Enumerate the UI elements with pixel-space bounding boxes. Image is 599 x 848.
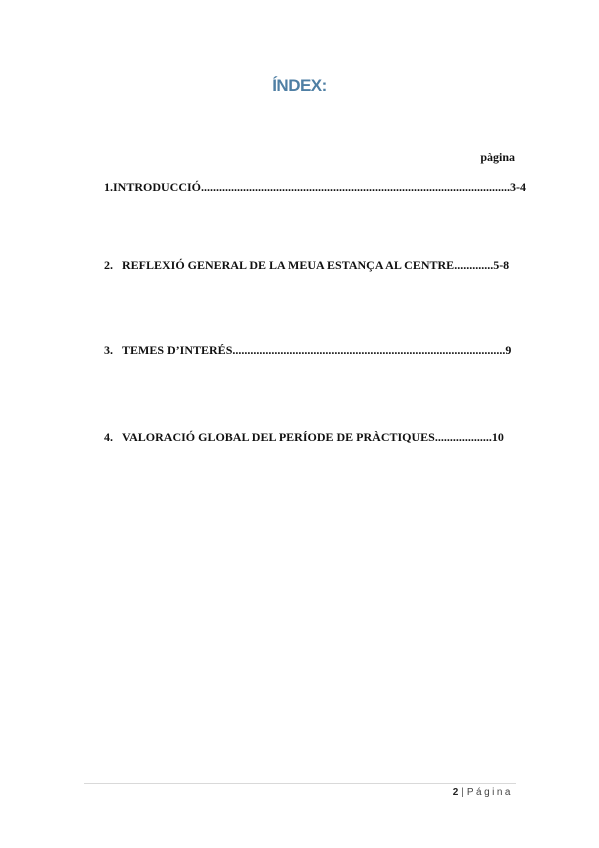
toc-entry-label: VALORACIÓ GLOBAL DEL PERÍODE DE PRÀCTIQUES: [122, 430, 435, 444]
toc-entry-page: 5-8: [493, 258, 510, 272]
toc-entry-page: 9: [505, 343, 512, 357]
footer-page-word: Página: [466, 787, 513, 798]
toc-entry-leader: .......................................................................................................: [201, 180, 511, 194]
toc-entry-label: INTRODUCCIÓ: [113, 180, 202, 194]
page-footer: [453, 787, 513, 798]
toc-entry-page: 10: [491, 430, 504, 444]
toc-entry-label: REFLEXIÓ GENERAL DE LA MEUA ESTANÇA AL CENTRE: [122, 258, 455, 272]
toc-entry-3: [104, 343, 524, 358]
toc-entry-number: 2.: [104, 258, 113, 272]
footer-separator: |: [461, 787, 464, 798]
toc-entry-number: 1.: [104, 180, 113, 194]
toc-entry-2: [104, 258, 524, 273]
toc-entry-number: 3.: [104, 343, 113, 357]
toc-entry-leader: .............: [454, 258, 494, 272]
toc-entry-number: 4.: [104, 430, 113, 444]
toc-entry-leader: ...........................................................................................: [232, 343, 506, 357]
toc-entry-1: [104, 180, 527, 195]
index-title: ÍNDEX:: [272, 76, 327, 95]
footer-page-number: 2: [452, 787, 459, 798]
page-column-header: pàgina: [480, 150, 515, 164]
toc-entry-leader: ...................: [434, 430, 492, 444]
toc-entry-4: [104, 430, 524, 445]
toc-entry-page: 3-4: [510, 180, 527, 194]
toc-entry-label: TEMES D’INTERÉS: [122, 343, 233, 357]
footer-divider: [84, 783, 516, 784]
